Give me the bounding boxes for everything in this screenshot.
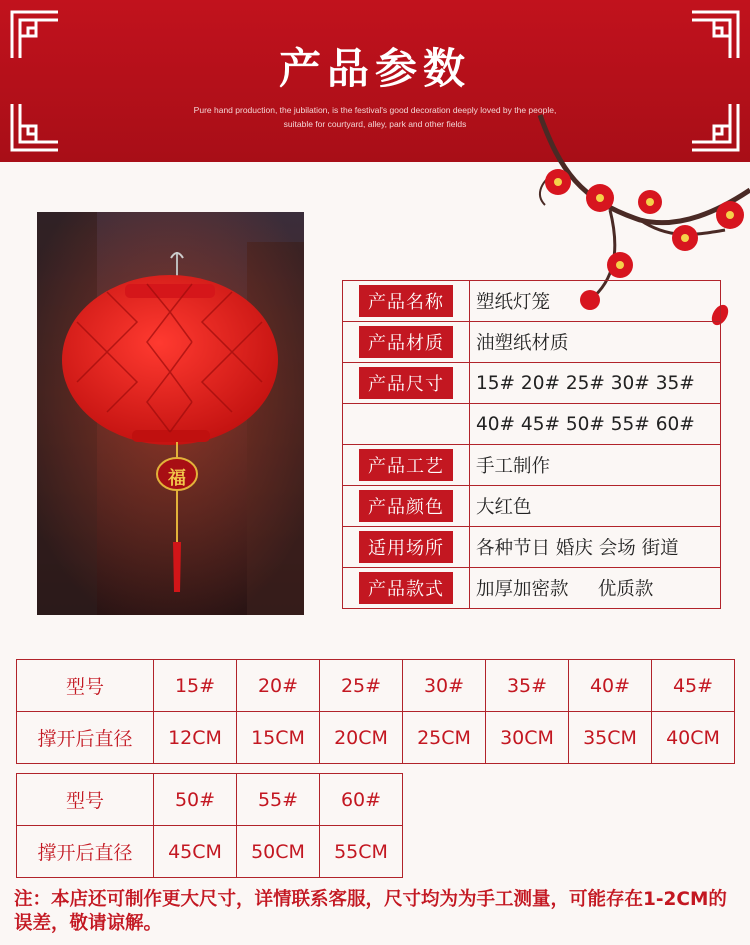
param-row — [343, 486, 721, 527]
diameter-cell: 40CM — [652, 712, 735, 764]
param-row — [343, 445, 721, 486]
size-table — [16, 659, 735, 764]
product-params-table — [342, 280, 721, 609]
param-key: 产品尺寸 — [359, 367, 453, 399]
diameter-cell: 25CM — [403, 712, 486, 764]
param-row — [343, 281, 721, 322]
param-key: 适用场所 — [359, 531, 453, 563]
param-key-empty — [343, 404, 470, 445]
model-cell: 25# — [320, 660, 403, 712]
banner-subtitle: suitable for courtyard, alley, park and other fields — [283, 119, 467, 129]
param-row — [343, 527, 721, 568]
table-row — [17, 826, 403, 878]
param-row — [343, 363, 721, 404]
diameter-cell: 15CM — [237, 712, 320, 764]
model-cell: 40# — [569, 660, 652, 712]
diameter-header: 撑开后直径 — [17, 712, 154, 764]
diameter-cell: 30CM — [486, 712, 569, 764]
param-value: 油塑纸材质 — [470, 322, 721, 363]
model-cell: 45# — [652, 660, 735, 712]
model-cell: 50# — [154, 774, 237, 826]
diameter-cell: 12CM — [154, 712, 237, 764]
diameter-cell: 50CM — [237, 826, 320, 878]
model-cell: 30# — [403, 660, 486, 712]
param-row — [343, 322, 721, 363]
fu-charm-label: 福 — [168, 468, 186, 489]
param-key: 产品材质 — [359, 326, 453, 358]
diameter-cell: 35CM — [569, 712, 652, 764]
param-value: 各种节日 婚庆 会场 街道 — [470, 527, 721, 568]
param-row — [343, 404, 721, 445]
table-row — [17, 712, 735, 764]
param-value: 塑纸灯笼 — [470, 281, 721, 322]
model-cell: 20# — [237, 660, 320, 712]
model-cell: 35# — [486, 660, 569, 712]
model-header: 型号 — [17, 774, 154, 826]
param-value: 大红色 — [470, 486, 721, 527]
diameter-header: 撑开后直径 — [17, 826, 154, 878]
model-header: 型号 — [17, 660, 154, 712]
param-value: 15# 20# 25# 30# 35# — [470, 363, 721, 404]
model-cell: 15# — [154, 660, 237, 712]
param-key: 产品名称 — [359, 285, 453, 317]
size-table — [16, 773, 403, 878]
diameter-cell: 45CM — [154, 826, 237, 878]
model-cell: 55# — [237, 774, 320, 826]
param-key: 产品颜色 — [359, 490, 453, 522]
param-value: 加厚加密款 优质款 — [470, 568, 721, 609]
param-key: 产品工艺 — [359, 449, 453, 481]
param-row — [343, 568, 721, 609]
param-value: 手工制作 — [470, 445, 721, 486]
table-row — [17, 660, 735, 712]
diameter-cell: 20CM — [320, 712, 403, 764]
product-photo — [37, 212, 304, 615]
param-value: 40# 45# 50# 55# 60# — [470, 404, 721, 445]
model-cell: 60# — [320, 774, 403, 826]
banner-subtitle: Pure hand production, the jubilation, is the festival's good decoration deeply loved by the people, — [193, 105, 557, 115]
page-title: 产品参数 — [278, 44, 471, 93]
diameter-cell: 55CM — [320, 826, 403, 878]
disclaimer-note: 注：本店还可制作更大尺寸，详情联系客服，尺寸均为为手工测量，可能存在1-2CM的误差，敬请谅解。 — [14, 889, 727, 934]
param-key: 产品款式 — [359, 572, 453, 604]
table-row — [17, 774, 403, 826]
